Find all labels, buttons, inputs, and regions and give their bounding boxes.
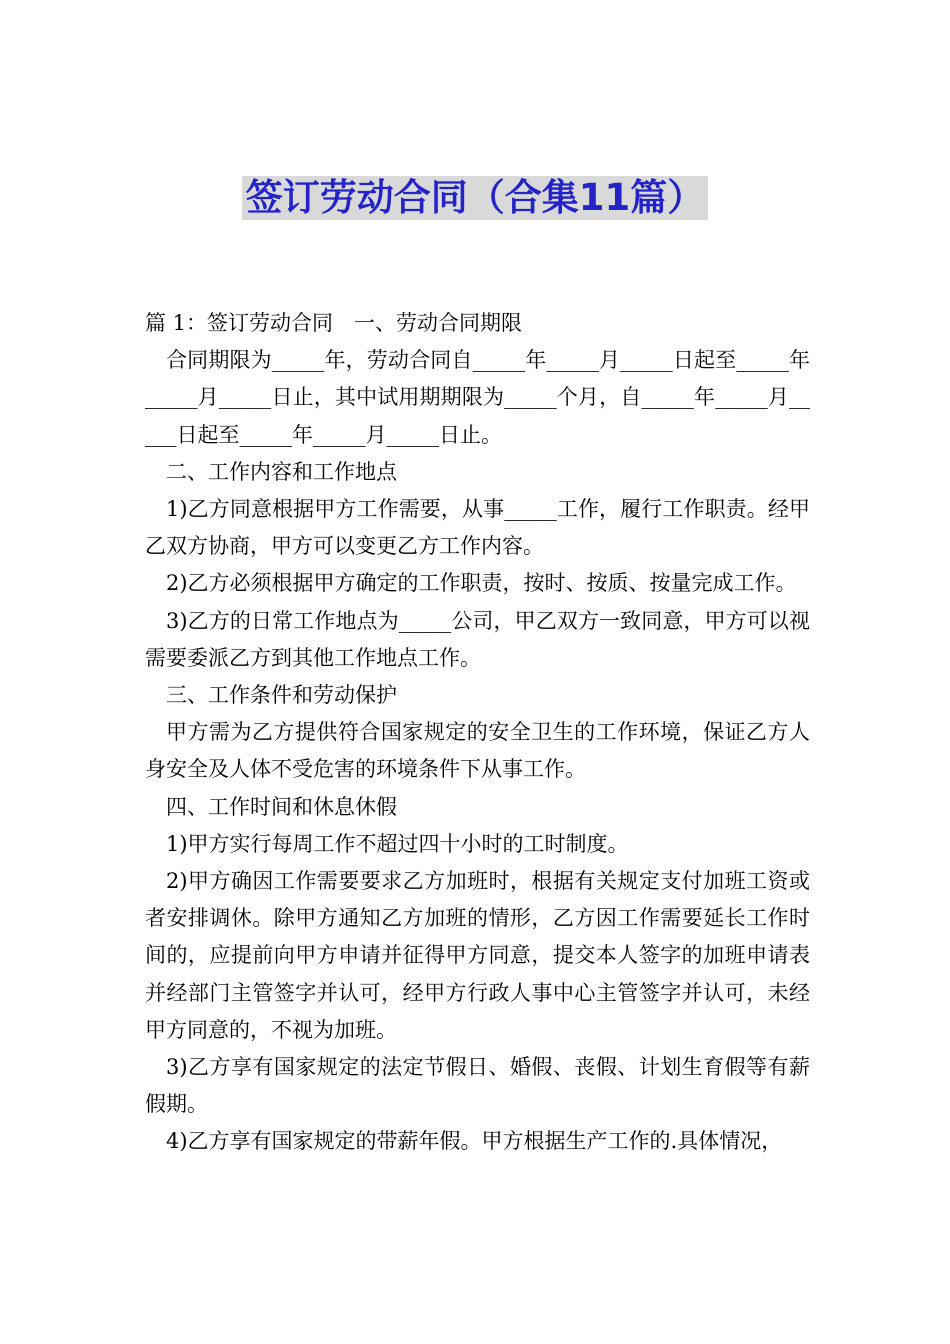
paragraph-contract-term: 合同期限为_____年，劳动合同自_____年_____月_____日起至_____年_____月_____日止，其中试用期期限为_____个月，自_____年_____月_____日起至_____年_____月_____日止。 — [145, 348, 810, 447]
paragraph-heading-1: 篇 1：签订劳动合同 一、劳动合同期限 — [145, 311, 523, 335]
paragraph-work-hours-4: 4)乙方享有国家规定的带薪年假。甲方根据生产工作的.具体情况， — [166, 1129, 783, 1154]
title-container — [0, 176, 950, 220]
paragraph-work-content-1: 1)乙方同意根据甲方工作需要，从事_____工作，履行工作职责。经甲乙双方协商，甲方可以变更乙方工作内容。 — [145, 497, 810, 559]
paragraph-work-hours-1: 1)甲方实行每周工作不超过四十小时的工时制度。 — [166, 831, 629, 856]
paragraph-work-location: 3)乙方的日常工作地点为_____公司，甲乙双方一致同意，甲方可以视需要委派乙方到其他工作地点工作。 — [145, 608, 810, 670]
document-body — [145, 305, 810, 1161]
document-title: 签订劳动合同（合集11篇） — [242, 176, 709, 220]
paragraph-work-hours-3: 3)乙方享有国家规定的法定节假日、婚假、丧假、计划生育假等有薪假期。 — [145, 1055, 810, 1117]
paragraph-heading-3: 三、工作条件和劳动保护 — [166, 683, 397, 708]
paragraph-work-conditions: 甲方需为乙方提供符合国家规定的安全卫生的工作环境，保证乙方人身安全及人体不受危害的环境条件下从事工作。 — [145, 720, 810, 782]
paragraph-work-content-2: 2)乙方必须根据甲方确定的工作职责，按时、按质、按量完成工作。 — [166, 571, 797, 596]
paragraph-work-hours-2: 2)甲方确因工作需要要求乙方加班时，根据有关规定支付加班工资或者安排调休。除甲方通知乙方加班的情形，乙方因工作需要延长工作时间的，应提前向甲方申请并征得甲方同意，提交本人签字的加班申请表并经部门主管签字并认可，经甲方行政人事中心主管签字并认可，未经甲方同意的，不视为加班。 — [145, 869, 810, 1042]
paragraph-heading-2: 二、工作内容和工作地点 — [166, 459, 397, 484]
paragraph-heading-4: 四、工作时间和休息休假 — [166, 794, 397, 819]
